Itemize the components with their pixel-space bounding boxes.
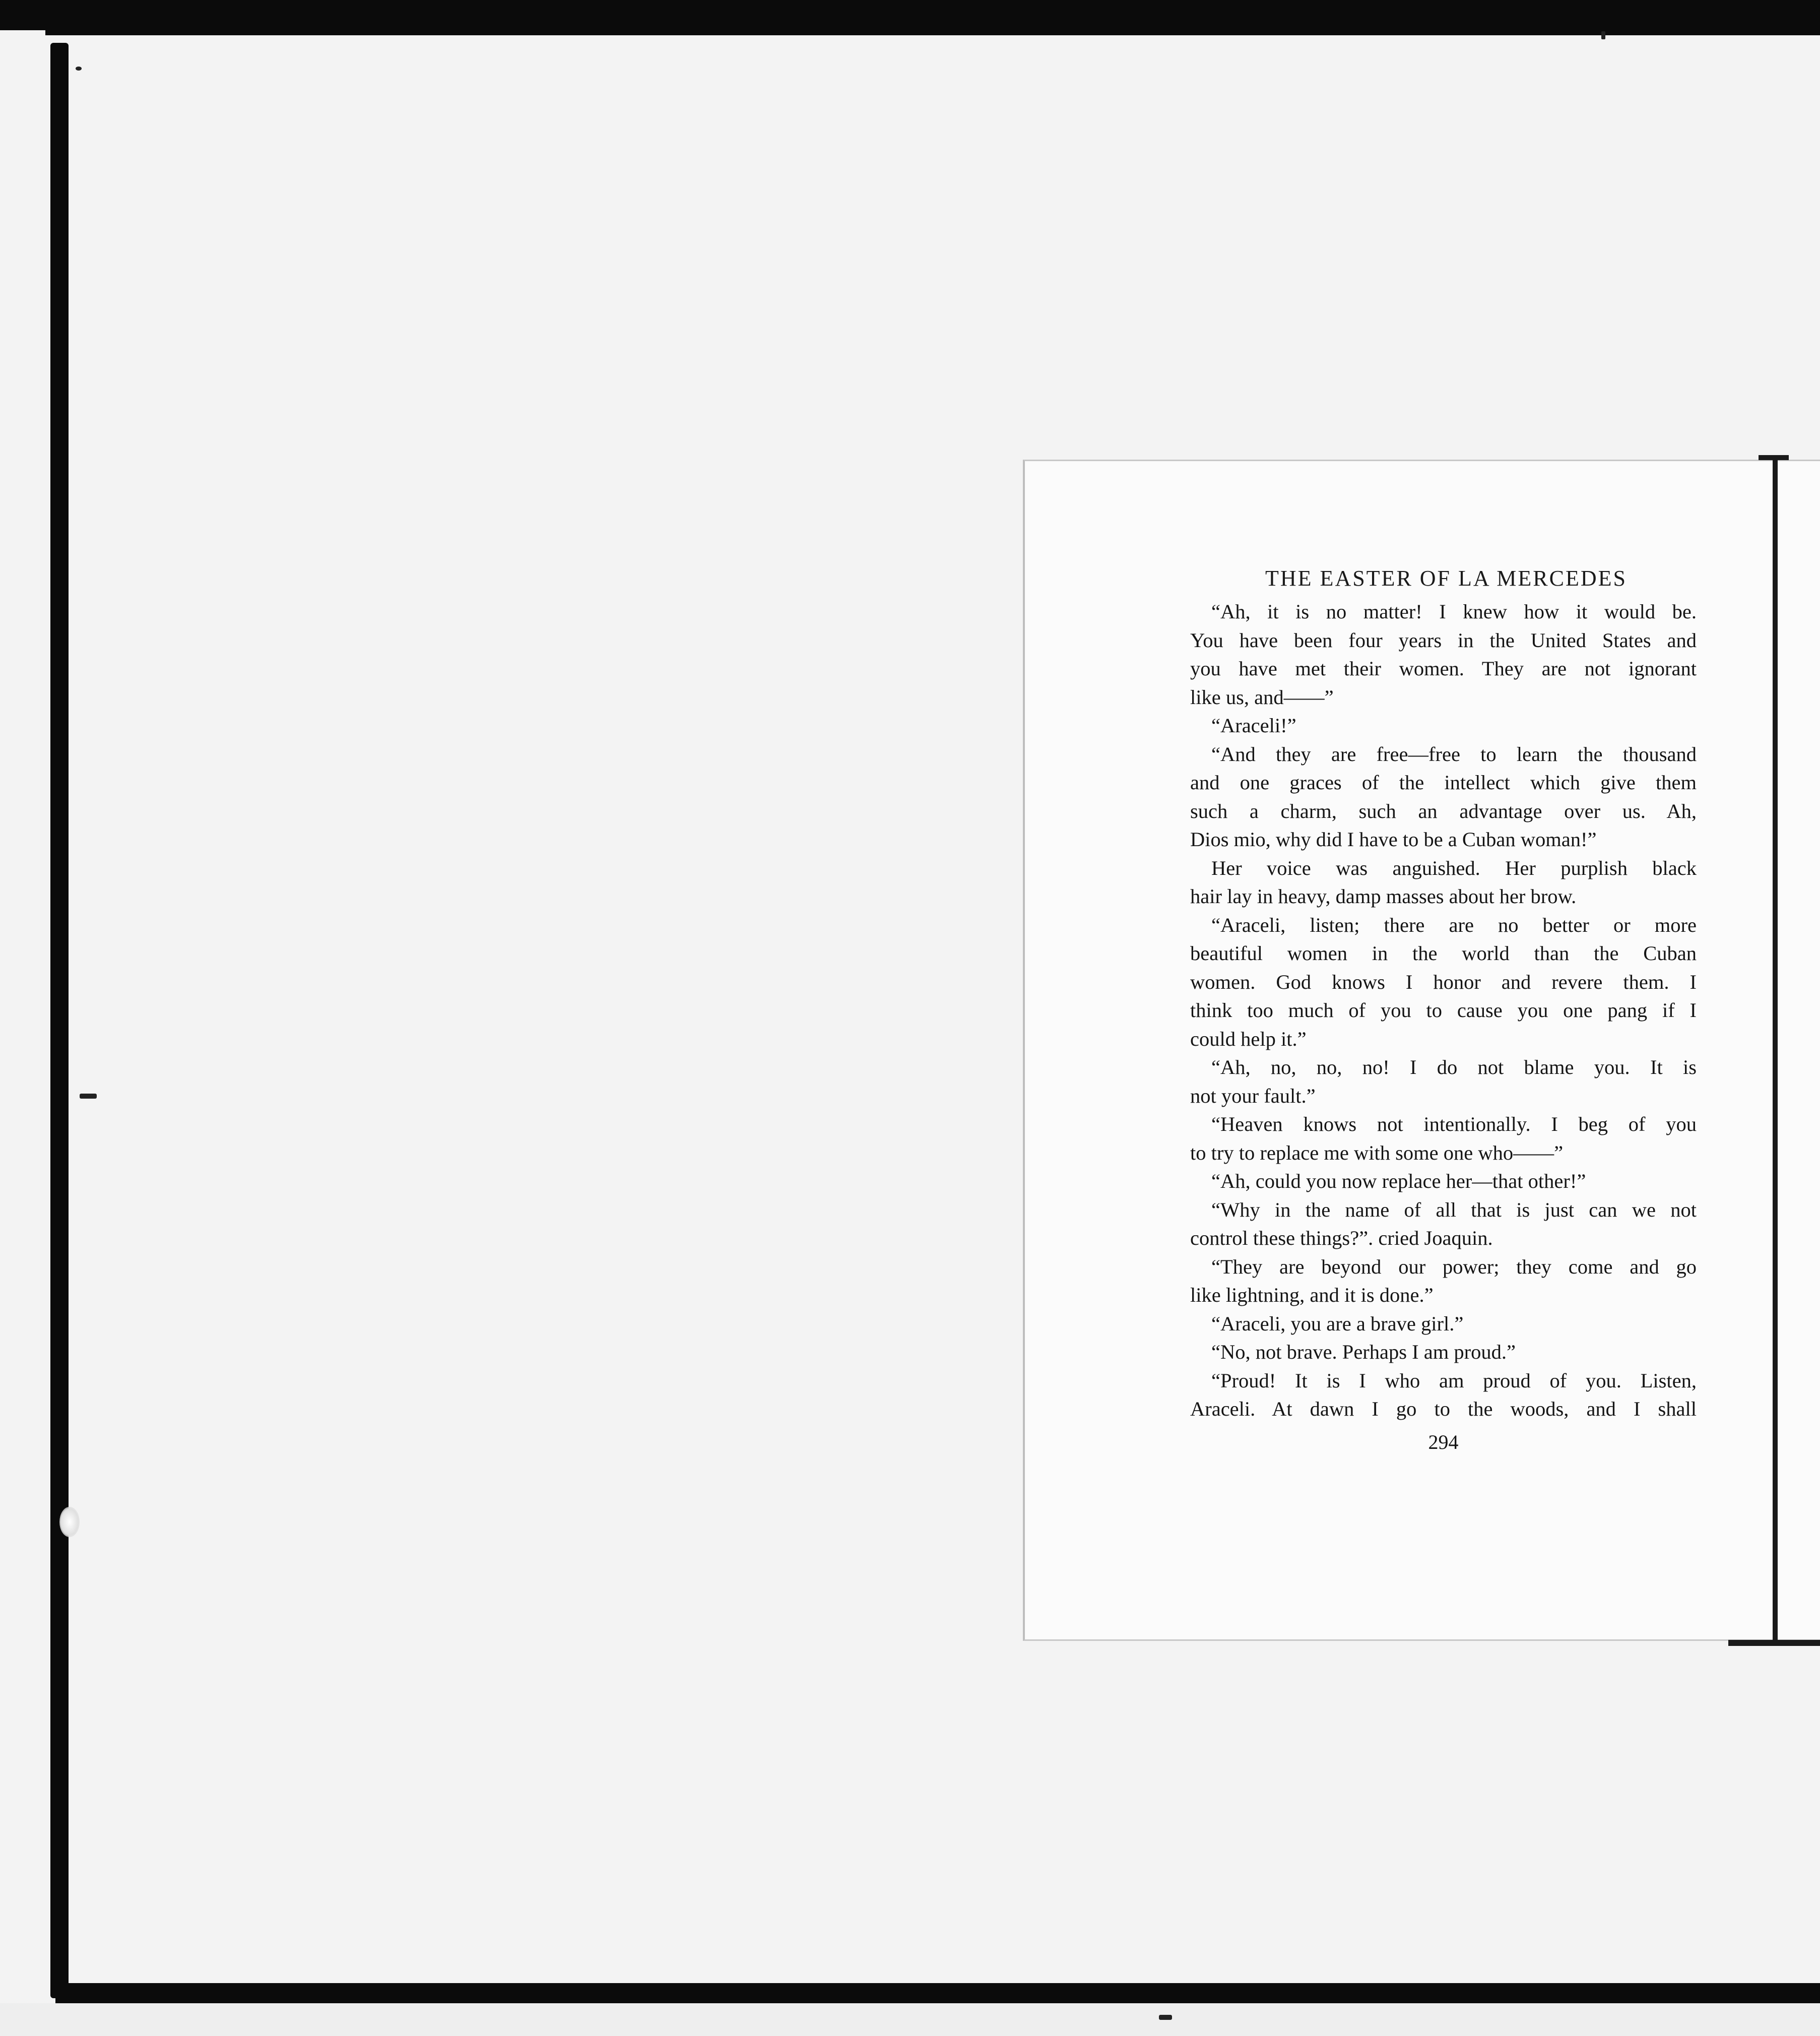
text-line: “And they are free—free to learn the thousand — [1211, 742, 1697, 766]
text-line: “Ah, it is no matter! I knew how it would be. — [1211, 600, 1697, 623]
film-frame-bottom-border — [55, 1983, 1820, 2003]
text-line: “Araceli, you are a brave girl.” — [1211, 1312, 1464, 1335]
text-line: Araceli. At dawn I go to the woods, and I shall — [1190, 1397, 1697, 1420]
page-binding-edge-bottom — [1728, 1640, 1820, 1646]
text-line: could help it.” — [1190, 1027, 1307, 1050]
text-line: “Ah, no, no, no! I do not blame you. It is — [1211, 1056, 1697, 1078]
film-frame-left-margin — [0, 30, 45, 2026]
text-line: hair lay in heavy, damp masses about her brow. — [1190, 885, 1577, 908]
text-line: “They are beyond our power; they come and go — [1211, 1255, 1697, 1278]
text-line: to try to replace me with some one who——” — [1190, 1141, 1564, 1164]
text-line: like us, and——” — [1190, 685, 1334, 709]
film-frame-top-border — [0, 0, 1820, 35]
text-line: control these things?”. cried Joaquin. — [1190, 1227, 1493, 1249]
film-frame-bottom-strip — [0, 2003, 1820, 2036]
text-line: “Proud! It is I who am proud of you. Listen, — [1211, 1369, 1697, 1392]
text-line: “Araceli!” — [1211, 714, 1296, 737]
film-speck — [1159, 2015, 1172, 2020]
text-line: “No, not brave. Perhaps I am proud.” — [1211, 1341, 1516, 1363]
text-line: You have been four years in the United States and — [1190, 628, 1697, 652]
text-line: not your fault.” — [1190, 1084, 1316, 1107]
film-glare-spot — [59, 1507, 80, 1537]
page-number: 294 — [1428, 1431, 1459, 1453]
text-line: beautiful women in the world than the Cuban — [1190, 942, 1697, 965]
film-speck — [1601, 31, 1605, 39]
text-line: “Ah, could you now replace her—that other!” — [1211, 1170, 1586, 1192]
text-line: “Araceli, listen; there are no better or more — [1211, 913, 1697, 936]
text-line: such a charm, such an advantage over us. Ah, — [1190, 799, 1697, 822]
running-head: THE EASTER OF LA MERCEDES — [1265, 566, 1627, 591]
film-speck — [80, 1094, 97, 1099]
text-line: think too much of you to cause you one pang if I — [1190, 999, 1697, 1022]
text-line: “Heaven knows not intentionally. I beg of you — [1211, 1113, 1697, 1135]
body-text — [1190, 598, 1697, 1424]
text-line: “Why in the name of all that is just can we not — [1211, 1198, 1697, 1221]
film-frame-left-border — [50, 43, 69, 1998]
text-line: women. God knows I honor and revere them. I — [1190, 970, 1697, 993]
text-line: Her voice was anguished. Her purplish black — [1211, 856, 1697, 879]
text-line: like lightning, and it is done.” — [1190, 1284, 1434, 1306]
text-line: and one graces of the intellect which give them — [1190, 771, 1697, 794]
text-line: you have met their women. They are not ignorant — [1190, 657, 1697, 680]
film-speck — [76, 67, 82, 71]
text-line: Dios mio, why did I have to be a Cuban woman!” — [1190, 828, 1597, 851]
page-binding-edge-top — [1759, 455, 1789, 460]
page-binding-edge — [1773, 456, 1778, 1644]
